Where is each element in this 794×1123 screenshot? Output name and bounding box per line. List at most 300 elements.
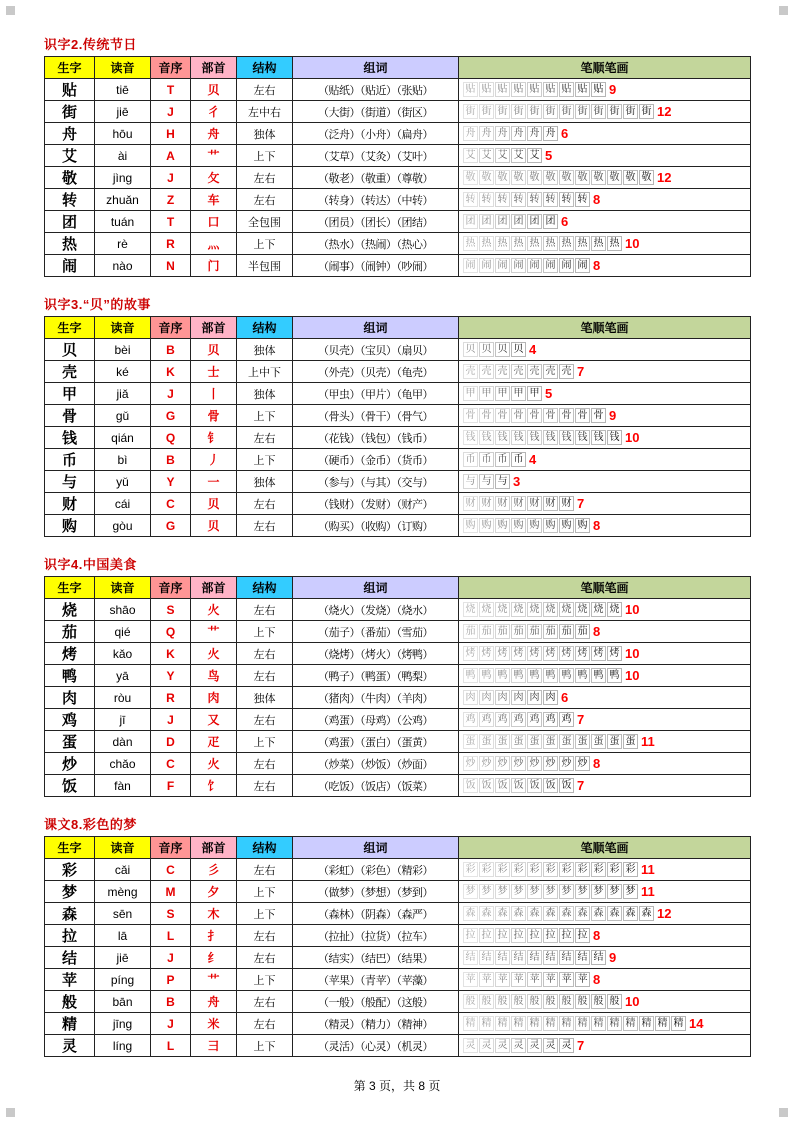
stroke-step-box: 鸡 bbox=[527, 712, 542, 727]
structure-cell: 独体 bbox=[237, 339, 293, 361]
column-header: 部首 bbox=[191, 577, 237, 599]
initial-cell: N bbox=[151, 255, 191, 277]
stroke-step-box: 结 bbox=[591, 950, 606, 965]
stroke-step-box: 茄 bbox=[575, 624, 590, 639]
stroke-step-box: 购 bbox=[527, 518, 542, 533]
stroke-step-box: 街 bbox=[591, 104, 606, 119]
stroke-count: 9 bbox=[609, 81, 617, 97]
column-header: 组词 bbox=[293, 57, 459, 79]
character-table bbox=[44, 836, 751, 1057]
structure-cell: 独体 bbox=[237, 471, 293, 493]
stroke-step-box: 般 bbox=[495, 994, 510, 1009]
initial-cell: K bbox=[151, 361, 191, 383]
stroke-step-box: 骨 bbox=[591, 408, 606, 423]
stroke-order-cell bbox=[459, 361, 751, 383]
stroke-step-box: 拉 bbox=[543, 928, 558, 943]
stroke-count: 12 bbox=[657, 905, 672, 921]
column-header: 部首 bbox=[191, 837, 237, 859]
stroke-step-box: 拉 bbox=[495, 928, 510, 943]
stroke-step-box: 彩 bbox=[575, 862, 590, 877]
structure-cell: 左右 bbox=[237, 643, 293, 665]
stroke-order-cell bbox=[459, 339, 751, 361]
character-row bbox=[45, 471, 751, 493]
stroke-step-box: 森 bbox=[495, 906, 510, 921]
stroke-step-box: 贝 bbox=[463, 342, 478, 357]
character-row bbox=[45, 145, 751, 167]
words-cell: （灵活）（心灵）（机灵） bbox=[293, 1035, 459, 1057]
stroke-step-box: 转 bbox=[543, 192, 558, 207]
structure-cell: 独体 bbox=[237, 383, 293, 405]
stroke-step-box: 热 bbox=[463, 236, 478, 251]
character-row bbox=[45, 859, 751, 881]
words-cell: （大街）（街道）（街区） bbox=[293, 101, 459, 123]
stroke-step-box: 蛋 bbox=[607, 734, 622, 749]
stroke-order-cell bbox=[459, 211, 751, 233]
stroke-step-box: 炒 bbox=[527, 756, 542, 771]
char-cell: 灵 bbox=[45, 1035, 95, 1057]
stroke-step-box: 精 bbox=[591, 1016, 606, 1031]
stroke-step-box: 街 bbox=[623, 104, 638, 119]
stroke-step-box: 钱 bbox=[463, 430, 478, 445]
stroke-count: 11 bbox=[641, 733, 655, 749]
stroke-step-box: 蛋 bbox=[623, 734, 638, 749]
char-cell: 彩 bbox=[45, 859, 95, 881]
stroke-step-box: 钱 bbox=[607, 430, 622, 445]
stroke-step-box: 敬 bbox=[607, 170, 622, 185]
stroke-step-box: 肉 bbox=[543, 690, 558, 705]
pinyin-cell: yā bbox=[95, 665, 151, 687]
column-header: 生字 bbox=[45, 837, 95, 859]
crop-mark-top-right bbox=[779, 6, 788, 15]
stroke-step-box: 茄 bbox=[559, 624, 574, 639]
structure-cell: 左右 bbox=[237, 493, 293, 515]
radical-cell: 舟 bbox=[191, 123, 237, 145]
stroke-step-box: 蛋 bbox=[575, 734, 590, 749]
stroke-step-box: 拉 bbox=[559, 928, 574, 943]
char-cell: 财 bbox=[45, 493, 95, 515]
stroke-step-box: 热 bbox=[559, 236, 574, 251]
stroke-step-box: 街 bbox=[543, 104, 558, 119]
pinyin-cell: bèi bbox=[95, 339, 151, 361]
stroke-step-box: 鸡 bbox=[495, 712, 510, 727]
stroke-step-box: 烤 bbox=[575, 646, 590, 661]
stroke-count: 3 bbox=[513, 473, 521, 489]
stroke-step-box: 结 bbox=[463, 950, 478, 965]
radical-cell: 鸟 bbox=[191, 665, 237, 687]
stroke-step-box: 森 bbox=[527, 906, 542, 921]
stroke-step-box: 般 bbox=[575, 994, 590, 1009]
radical-cell: 丿 bbox=[191, 449, 237, 471]
character-row bbox=[45, 1035, 751, 1057]
structure-cell: 上下 bbox=[237, 621, 293, 643]
stroke-step-box: 贴 bbox=[463, 82, 478, 97]
structure-cell: 独体 bbox=[237, 123, 293, 145]
stroke-step-box: 烧 bbox=[591, 602, 606, 617]
stroke-count: 8 bbox=[593, 517, 601, 533]
column-header: 生字 bbox=[45, 577, 95, 599]
header-row bbox=[45, 577, 751, 599]
stroke-step-box: 鸭 bbox=[511, 668, 526, 683]
structure-cell: 上下 bbox=[237, 233, 293, 255]
words-cell: （外壳）（贝壳）（龟壳） bbox=[293, 361, 459, 383]
stroke-step-box: 蛋 bbox=[527, 734, 542, 749]
initial-cell: J bbox=[151, 167, 191, 189]
stroke-step-box: 蛋 bbox=[463, 734, 478, 749]
stroke-step-box: 肉 bbox=[511, 690, 526, 705]
structure-cell: 左右 bbox=[237, 167, 293, 189]
stroke-step-box: 币 bbox=[511, 452, 526, 467]
structure-cell: 全包围 bbox=[237, 211, 293, 233]
character-table bbox=[44, 56, 751, 277]
radical-cell: 口 bbox=[191, 211, 237, 233]
stroke-step-box: 苹 bbox=[575, 972, 590, 987]
stroke-step-box: 团 bbox=[543, 214, 558, 229]
stroke-step-box: 茄 bbox=[463, 624, 478, 639]
character-row bbox=[45, 925, 751, 947]
stroke-step-box: 骨 bbox=[575, 408, 590, 423]
stroke-step-box: 饭 bbox=[527, 778, 542, 793]
char-cell: 饭 bbox=[45, 775, 95, 797]
initial-cell: C bbox=[151, 493, 191, 515]
words-cell: （吃饭）（饭店）（饭菜） bbox=[293, 775, 459, 797]
stroke-step-box: 苹 bbox=[463, 972, 478, 987]
char-cell: 热 bbox=[45, 233, 95, 255]
stroke-step-box: 般 bbox=[543, 994, 558, 1009]
stroke-step-box: 购 bbox=[479, 518, 494, 533]
stroke-step-box: 烧 bbox=[527, 602, 542, 617]
lesson-section bbox=[44, 814, 750, 1057]
pinyin-cell: jiē bbox=[95, 947, 151, 969]
char-cell: 钱 bbox=[45, 427, 95, 449]
stroke-step-box: 炒 bbox=[463, 756, 478, 771]
character-row bbox=[45, 79, 751, 101]
stroke-order-cell bbox=[459, 599, 751, 621]
character-row bbox=[45, 947, 751, 969]
stroke-step-box: 精 bbox=[559, 1016, 574, 1031]
stroke-step-box: 茄 bbox=[511, 624, 526, 639]
stroke-step-box: 敬 bbox=[559, 170, 574, 185]
stroke-order-cell bbox=[459, 1035, 751, 1057]
stroke-step-box: 财 bbox=[463, 496, 478, 511]
character-row bbox=[45, 211, 751, 233]
stroke-step-box: 鸭 bbox=[463, 668, 478, 683]
stroke-step-box: 骨 bbox=[543, 408, 558, 423]
stroke-step-box: 炒 bbox=[543, 756, 558, 771]
stroke-count: 8 bbox=[593, 755, 601, 771]
stroke-step-box: 骨 bbox=[559, 408, 574, 423]
stroke-step-box: 团 bbox=[511, 214, 526, 229]
stroke-order-cell bbox=[459, 621, 751, 643]
section-title: 识字3.“贝”的故事 bbox=[44, 297, 151, 312]
stroke-step-box: 闹 bbox=[495, 258, 510, 273]
stroke-step-box: 壳 bbox=[527, 364, 542, 379]
stroke-order-cell bbox=[459, 665, 751, 687]
stroke-step-box: 敬 bbox=[479, 170, 494, 185]
stroke-step-box: 财 bbox=[495, 496, 510, 511]
stroke-step-box: 拉 bbox=[479, 928, 494, 943]
stroke-step-box: 精 bbox=[607, 1016, 622, 1031]
section-title: 课文8.彩色的梦 bbox=[44, 817, 137, 832]
stroke-step-box: 结 bbox=[575, 950, 590, 965]
words-cell: （鸡蛋）（母鸡）（公鸡） bbox=[293, 709, 459, 731]
char-cell: 与 bbox=[45, 471, 95, 493]
character-row bbox=[45, 101, 751, 123]
stroke-step-box: 森 bbox=[591, 906, 606, 921]
character-row bbox=[45, 709, 751, 731]
stroke-step-box: 炒 bbox=[479, 756, 494, 771]
initial-cell: Z bbox=[151, 189, 191, 211]
pinyin-cell: qié bbox=[95, 621, 151, 643]
stroke-step-box: 钱 bbox=[575, 430, 590, 445]
initial-cell: Y bbox=[151, 665, 191, 687]
structure-cell: 上下 bbox=[237, 145, 293, 167]
stroke-step-box: 拉 bbox=[463, 928, 478, 943]
stroke-step-box: 热 bbox=[527, 236, 542, 251]
stroke-step-box: 苹 bbox=[543, 972, 558, 987]
stroke-step-box: 甲 bbox=[495, 386, 510, 401]
stroke-step-box: 彩 bbox=[527, 862, 542, 877]
stroke-step-box: 彩 bbox=[607, 862, 622, 877]
radical-cell: 疋 bbox=[191, 731, 237, 753]
pinyin-cell: yǔ bbox=[95, 471, 151, 493]
lesson-sections bbox=[44, 34, 750, 1057]
radical-cell: 肉 bbox=[191, 687, 237, 709]
stroke-count: 10 bbox=[625, 667, 640, 683]
stroke-step-box: 敬 bbox=[511, 170, 526, 185]
words-cell: （热水）（热闹）（热心） bbox=[293, 233, 459, 255]
column-header: 读音 bbox=[95, 837, 151, 859]
stroke-step-box: 饭 bbox=[479, 778, 494, 793]
radical-cell: 火 bbox=[191, 643, 237, 665]
radical-cell: 火 bbox=[191, 599, 237, 621]
initial-cell: R bbox=[151, 687, 191, 709]
pinyin-cell: jiǎ bbox=[95, 383, 151, 405]
stroke-step-box: 苹 bbox=[559, 972, 574, 987]
structure-cell: 上下 bbox=[237, 881, 293, 903]
stroke-step-box: 森 bbox=[463, 906, 478, 921]
radical-cell: 贝 bbox=[191, 493, 237, 515]
stroke-step-box: 购 bbox=[495, 518, 510, 533]
stroke-step-box: 灵 bbox=[495, 1038, 510, 1053]
initial-cell: H bbox=[151, 123, 191, 145]
stroke-step-box: 森 bbox=[639, 906, 654, 921]
stroke-count: 6 bbox=[561, 213, 569, 229]
pinyin-cell: tiē bbox=[95, 79, 151, 101]
stroke-step-box: 舟 bbox=[463, 126, 478, 141]
character-row bbox=[45, 599, 751, 621]
stroke-step-box: 团 bbox=[479, 214, 494, 229]
stroke-step-box: 肉 bbox=[527, 690, 542, 705]
stroke-step-box: 敬 bbox=[543, 170, 558, 185]
pinyin-cell: chǎo bbox=[95, 753, 151, 775]
initial-cell: C bbox=[151, 753, 191, 775]
column-header: 结构 bbox=[237, 317, 293, 339]
stroke-step-box: 般 bbox=[511, 994, 526, 1009]
words-cell: （钱财）（发财）（财产） bbox=[293, 493, 459, 515]
stroke-count: 5 bbox=[545, 147, 553, 163]
initial-cell: L bbox=[151, 1035, 191, 1057]
character-row bbox=[45, 189, 751, 211]
stroke-step-box: 蛋 bbox=[479, 734, 494, 749]
stroke-step-box: 鸡 bbox=[479, 712, 494, 727]
stroke-step-box: 闹 bbox=[543, 258, 558, 273]
character-row bbox=[45, 1013, 751, 1035]
stroke-order-cell bbox=[459, 1013, 751, 1035]
stroke-step-box: 茄 bbox=[479, 624, 494, 639]
stroke-step-box: 鸭 bbox=[495, 668, 510, 683]
stroke-step-box: 甲 bbox=[511, 386, 526, 401]
character-row bbox=[45, 969, 751, 991]
stroke-count: 10 bbox=[625, 429, 640, 445]
char-cell: 森 bbox=[45, 903, 95, 925]
stroke-step-box: 拉 bbox=[575, 928, 590, 943]
structure-cell: 半包围 bbox=[237, 255, 293, 277]
stroke-step-box: 舟 bbox=[495, 126, 510, 141]
stroke-step-box: 热 bbox=[495, 236, 510, 251]
stroke-step-box: 贝 bbox=[495, 342, 510, 357]
stroke-order-cell bbox=[459, 383, 751, 405]
stroke-step-box: 精 bbox=[639, 1016, 654, 1031]
stroke-step-box: 热 bbox=[591, 236, 606, 251]
stroke-step-box: 艾 bbox=[479, 148, 494, 163]
stroke-step-box: 骨 bbox=[463, 408, 478, 423]
pinyin-cell: tuán bbox=[95, 211, 151, 233]
radical-cell: 骨 bbox=[191, 405, 237, 427]
stroke-step-box: 梦 bbox=[495, 884, 510, 899]
character-row bbox=[45, 621, 751, 643]
radical-cell: 饣 bbox=[191, 775, 237, 797]
words-cell: （甲虫）（甲片）（龟甲） bbox=[293, 383, 459, 405]
stroke-step-box: 热 bbox=[543, 236, 558, 251]
words-cell: （茄子）（番茄）（雪茄） bbox=[293, 621, 459, 643]
words-cell: （炒菜）（炒饭）（炒面） bbox=[293, 753, 459, 775]
char-cell: 炒 bbox=[45, 753, 95, 775]
stroke-step-box: 贴 bbox=[479, 82, 494, 97]
initial-cell: J bbox=[151, 101, 191, 123]
character-row bbox=[45, 991, 751, 1013]
radical-cell: 米 bbox=[191, 1013, 237, 1035]
initial-cell: T bbox=[151, 211, 191, 233]
stroke-order-cell bbox=[459, 233, 751, 255]
initial-cell: G bbox=[151, 515, 191, 537]
stroke-step-box: 彩 bbox=[495, 862, 510, 877]
stroke-step-box: 精 bbox=[527, 1016, 542, 1031]
stroke-step-box: 蛋 bbox=[543, 734, 558, 749]
stroke-order-cell bbox=[459, 471, 751, 493]
stroke-step-box: 壳 bbox=[511, 364, 526, 379]
radical-cell: 木 bbox=[191, 903, 237, 925]
stroke-step-box: 苹 bbox=[495, 972, 510, 987]
pinyin-cell: kǎo bbox=[95, 643, 151, 665]
stroke-step-box: 梦 bbox=[511, 884, 526, 899]
radical-cell: 灬 bbox=[191, 233, 237, 255]
column-header: 生字 bbox=[45, 57, 95, 79]
stroke-step-box: 转 bbox=[511, 192, 526, 207]
stroke-step-box: 烤 bbox=[559, 646, 574, 661]
stroke-step-box: 鸭 bbox=[543, 668, 558, 683]
structure-cell: 左右 bbox=[237, 859, 293, 881]
radical-cell: 艹 bbox=[191, 969, 237, 991]
stroke-order-cell bbox=[459, 427, 751, 449]
section-title: 识字4.中国美食 bbox=[44, 557, 137, 572]
stroke-step-box: 梦 bbox=[607, 884, 622, 899]
character-row bbox=[45, 405, 751, 427]
stroke-count: 7 bbox=[577, 1037, 585, 1053]
stroke-step-box: 壳 bbox=[559, 364, 574, 379]
stroke-count: 11 bbox=[641, 883, 655, 899]
stroke-order-cell bbox=[459, 991, 751, 1013]
stroke-step-box: 鸭 bbox=[607, 668, 622, 683]
stroke-order-cell bbox=[459, 493, 751, 515]
character-row bbox=[45, 383, 751, 405]
stroke-step-box: 森 bbox=[623, 906, 638, 921]
column-header: 读音 bbox=[95, 317, 151, 339]
stroke-count: 8 bbox=[593, 927, 601, 943]
stroke-step-box: 烤 bbox=[511, 646, 526, 661]
stroke-step-box: 贴 bbox=[575, 82, 590, 97]
stroke-step-box: 团 bbox=[463, 214, 478, 229]
stroke-count: 10 bbox=[625, 235, 640, 251]
words-cell: （猪肉）（牛肉）（羊肉） bbox=[293, 687, 459, 709]
stroke-step-box: 财 bbox=[511, 496, 526, 511]
stroke-step-box: 壳 bbox=[479, 364, 494, 379]
stroke-step-box: 蛋 bbox=[495, 734, 510, 749]
stroke-step-box: 鸭 bbox=[559, 668, 574, 683]
pinyin-cell: cái bbox=[95, 493, 151, 515]
character-row bbox=[45, 687, 751, 709]
stroke-step-box: 苹 bbox=[511, 972, 526, 987]
stroke-order-cell bbox=[459, 515, 751, 537]
stroke-order-cell bbox=[459, 969, 751, 991]
header-row bbox=[45, 57, 751, 79]
char-cell: 般 bbox=[45, 991, 95, 1013]
stroke-order-cell bbox=[459, 405, 751, 427]
stroke-order-cell bbox=[459, 881, 751, 903]
stroke-count: 9 bbox=[609, 949, 617, 965]
words-cell: （团员）（团长）（团结） bbox=[293, 211, 459, 233]
stroke-step-box: 拉 bbox=[511, 928, 526, 943]
words-cell: （闹事）（闹钟）（吵闹） bbox=[293, 255, 459, 277]
initial-cell: J bbox=[151, 383, 191, 405]
character-row bbox=[45, 643, 751, 665]
stroke-step-box: 热 bbox=[607, 236, 622, 251]
stroke-step-box: 精 bbox=[623, 1016, 638, 1031]
stroke-order-cell bbox=[459, 101, 751, 123]
stroke-step-box: 热 bbox=[479, 236, 494, 251]
stroke-step-box: 财 bbox=[527, 496, 542, 511]
stroke-step-box: 购 bbox=[575, 518, 590, 533]
pinyin-cell: bān bbox=[95, 991, 151, 1013]
stroke-step-box: 闹 bbox=[527, 258, 542, 273]
stroke-step-box: 街 bbox=[639, 104, 654, 119]
stroke-step-box: 钱 bbox=[479, 430, 494, 445]
character-row bbox=[45, 255, 751, 277]
stroke-count: 9 bbox=[609, 407, 617, 423]
character-row bbox=[45, 753, 751, 775]
stroke-order-cell bbox=[459, 449, 751, 471]
stroke-step-box: 灵 bbox=[543, 1038, 558, 1053]
stroke-step-box: 艾 bbox=[463, 148, 478, 163]
words-cell: （硬币）（金币）（货币） bbox=[293, 449, 459, 471]
stroke-count: 8 bbox=[593, 623, 601, 639]
stroke-step-box: 钱 bbox=[511, 430, 526, 445]
column-header: 读音 bbox=[95, 57, 151, 79]
stroke-step-box: 钱 bbox=[543, 430, 558, 445]
stroke-step-box: 烧 bbox=[511, 602, 526, 617]
stroke-step-box: 街 bbox=[575, 104, 590, 119]
initial-cell: J bbox=[151, 947, 191, 969]
words-cell: （鸭子）（鸭蛋）（鸭梨） bbox=[293, 665, 459, 687]
